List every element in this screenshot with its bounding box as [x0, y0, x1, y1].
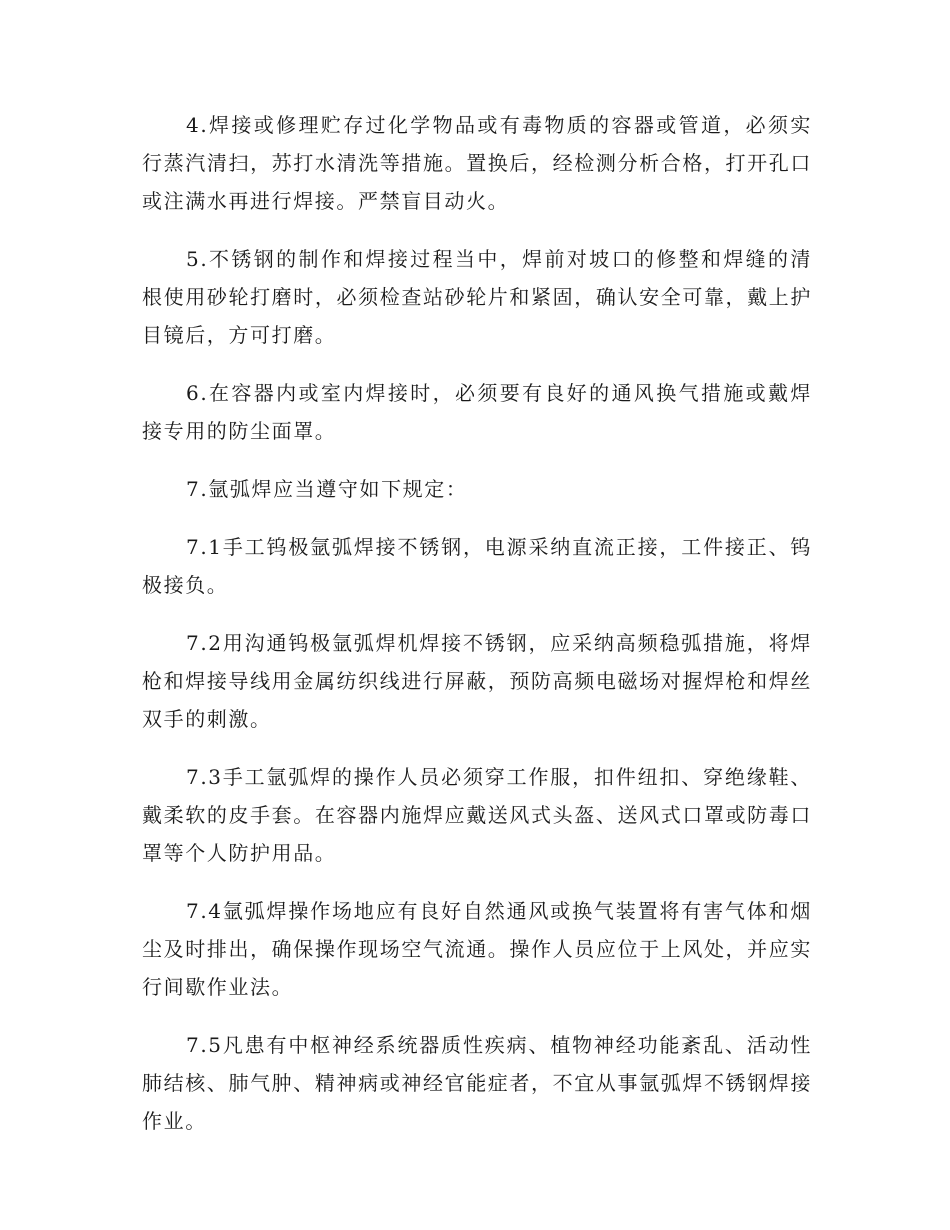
paragraph-item-4: 4.焊接或修理贮存过化学物品或有毒物质的容器或管道，必须实行蒸汽清扫，苏打水清洗等措施。置换后，经检测分析合格，打开孔口或注满水再进行焊接。严禁盲目动火。: [142, 113, 812, 213]
paragraph-item-7-5: 7.5凡患有中枢神经系统器质性疾病、植物神经功能紊乱、活动性肺结核、肺气肿、精神病或神经官能症者，不宜从事氩弧焊不锈钢焊接作业。: [142, 1033, 812, 1133]
paragraph-item-7-1: 7.1手工钨极氩弧焊接不锈钢，电源采纳直流正接，工件接正、钨极接负。: [142, 535, 812, 597]
document-body: [142, 106, 812, 1160]
paragraph-item-7-3: 7.3手工氩弧焊的操作人员必须穿工作服，扣件纽扣、穿绝缘鞋、戴柔软的皮手套。在容器内施焊应戴送风式头盔、送风式口罩或防毒口罩等个人防护用品。: [142, 765, 812, 865]
paragraph-item-5: 5.不锈钢的制作和焊接过程当中，焊前对坡口的修整和焊缝的清根使用砂轮打磨时，必须检查站砂轮片和紧固，确认安全可靠，戴上护目镜后，方可打磨。: [142, 247, 812, 347]
paragraph-item-7: 7.氩弧焊应当遵守如下规定：: [186, 477, 468, 501]
paragraph-item-7-2: 7.2用沟通钨极氩弧焊机焊接不锈钢，应采纳高频稳弧措施，将焊枪和焊接导线用金属纺织线进行屏蔽，预防高频电磁场对握焊枪和焊丝双手的刺激。: [142, 631, 812, 731]
paragraph-item-7-4: 7.4氩弧焊操作场地应有良好自然通风或换气装置将有害气体和烟尘及时排出，确保操作现场空气流通。操作人员应位于上风处，并应实行间歇作业法。: [142, 899, 812, 999]
paragraph-item-6: 6.在容器内或室内焊接时，必须要有良好的通风换气措施或戴焊接专用的防尘面罩。: [142, 381, 812, 443]
